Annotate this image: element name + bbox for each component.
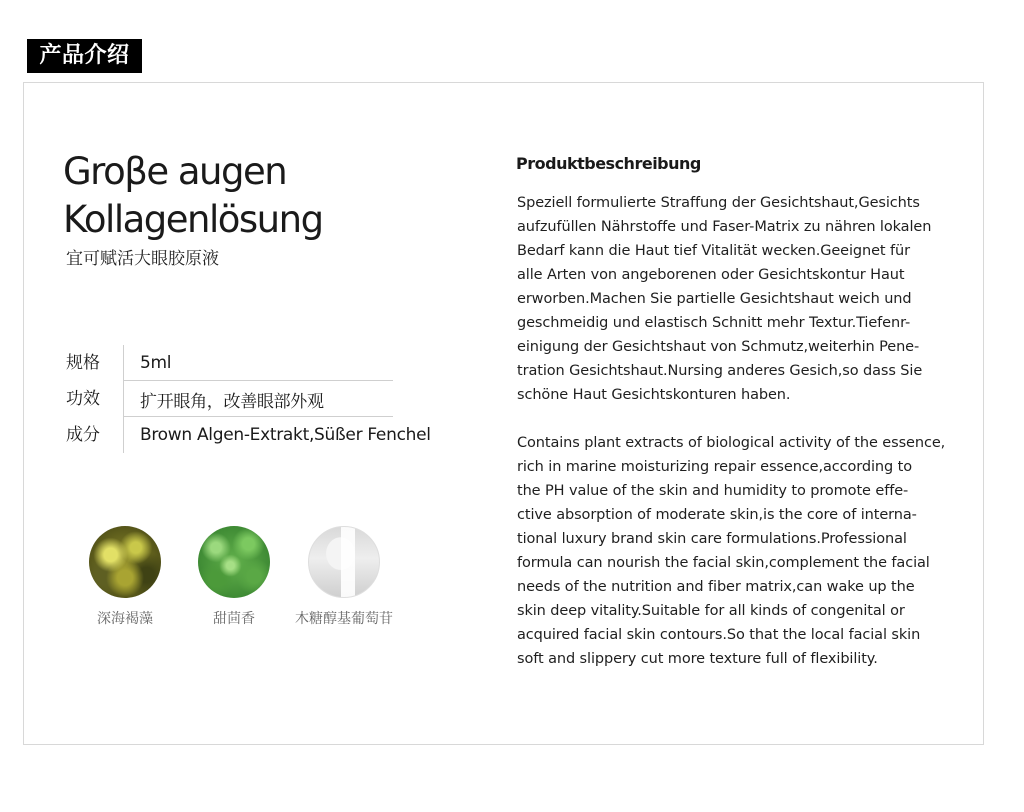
ingredient-gallery (80, 526, 420, 636)
ingredient-item (284, 526, 404, 628)
description-line: Speziell formulierte Straffung der Gesichtshaut,Gesichts (517, 195, 920, 211)
spec-row-size (66, 345, 456, 381)
spec-value: 5ml (140, 353, 172, 373)
description-line: tration Gesichtshaut.Nursing anderes Gesich,so dass Sie (517, 363, 923, 379)
sweet-fennel-image (198, 526, 270, 598)
product-title (63, 148, 463, 244)
description-line: ctive absorption of moderate skin,is the core of interna- (517, 507, 917, 523)
spec-label: 成分 (66, 417, 124, 453)
xylityl-glucoside-image (308, 526, 380, 598)
ingredient-name: 木糖醇基葡萄苷 (295, 611, 393, 627)
ingredient-item (65, 526, 185, 628)
spec-row-effect (66, 381, 456, 417)
spec-value: Brown Algen-Extrakt,Süßer Fenchel (140, 425, 431, 445)
description-line: schöne Haut Gesichtskonturen haben. (517, 387, 791, 403)
section-tag: 产品介绍 (27, 39, 142, 73)
description-line: Contains plant extracts of biological activity of the essence, (517, 435, 946, 451)
description-line: skin deep vitality.Suitable for all kinds of congenital or (517, 603, 905, 619)
description-english (517, 431, 946, 671)
description-line: einigung der Gesichtshaut von Schmutz,weiterhin Pene- (517, 339, 920, 355)
spec-table (66, 345, 456, 453)
product-title-line: Kollagenlösung (63, 198, 323, 241)
spec-label: 功效 (66, 381, 124, 417)
ingredient-name: 甜茴香 (213, 611, 255, 627)
ingredient-item (174, 526, 294, 628)
description-heading: Produktbeschreibung (516, 154, 701, 173)
description-line: tional luxury brand skin care formulations.Professional (517, 531, 907, 547)
description-line: needs of the nutrition and fiber matrix,can wake up the (517, 579, 915, 595)
description-line: the PH value of the skin and humidity to promote effe- (517, 483, 909, 499)
description-line: acquired facial skin contours.So that the local facial skin (517, 627, 921, 643)
description-line: formula can nourish the facial skin,complement the facial (517, 555, 930, 571)
description-line: Bedarf kann die Haut tief Vitalität wecken.Geeignet für (517, 243, 910, 259)
description-line: alle Arten von angeborenen oder Gesichtskontur Haut (517, 267, 905, 283)
description-line: aufzufüllen Nährstoffe und Faser-Matrix zu nähren lokalen (517, 219, 932, 235)
description-line: geschmeidig und elastisch Schnitt mehr Textur.Tiefenr- (517, 315, 911, 331)
brown-seaweed-image (89, 526, 161, 598)
ingredient-name: 深海褐藻 (97, 611, 153, 627)
description-line: rich in marine moisturizing repair essence,according to (517, 459, 912, 475)
product-subtitle: 宜可赋活大眼胶原液 (66, 249, 219, 269)
product-title-line: Groβe augen (63, 150, 287, 193)
spec-label: 规格 (66, 345, 124, 381)
spec-row-ingredients (66, 417, 456, 453)
spec-value: 扩开眼角，改善眼部外观 (140, 391, 324, 412)
description-line: soft and slippery cut more texture full of flexibility. (517, 651, 878, 667)
description-german (517, 191, 941, 407)
description-line: erworben.Machen Sie partielle Gesichtshaut weich und (517, 291, 912, 307)
